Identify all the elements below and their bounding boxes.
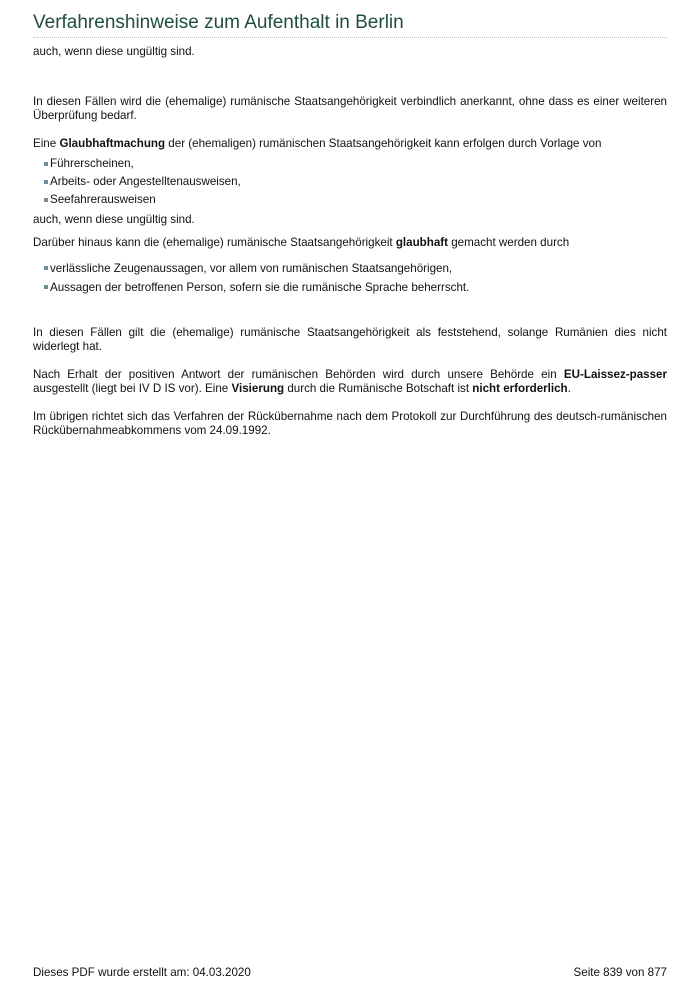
paragraph-7-bold-1: EU-Laissez-passer: [563, 368, 667, 381]
list-item-text: Führerscheinen,: [50, 157, 134, 170]
document-page: [33, 0, 667, 990]
square-bullet-icon: [44, 162, 48, 166]
document-list-1: [33, 155, 667, 209]
paragraph-6: In diesen Fällen gilt die (ehemalige) rumänische Staatsangehörigkeit als feststehend, solange Rumänien dies nicht widerlegt hat.: [33, 326, 667, 353]
list-item: [33, 278, 667, 297]
paragraph-4: auch, wenn diese ungültig sind.: [33, 213, 195, 226]
paragraph-7-text-4: .: [567, 382, 571, 395]
paragraph-1: auch, wenn diese ungültig sind.: [33, 45, 195, 58]
paragraph-3-pre: Eine: [33, 137, 60, 150]
page-number: Seite 839 von 877: [573, 966, 667, 979]
document-list-2: [33, 259, 667, 297]
paragraph-7-bold-3: nicht erforderlich: [472, 382, 568, 395]
paragraph-5-bold: glaubhaft: [395, 236, 449, 249]
list-item-text: Seefahrerausweisen: [50, 193, 156, 206]
list-item: [33, 155, 667, 173]
creation-date: Dieses PDF wurde erstellt am: 04.03.2020: [33, 966, 251, 979]
list-item-text: Arbeits- oder Angestelltenausweisen,: [50, 175, 241, 188]
paragraph-7-text-3: durch die Rumänische Botschaft ist: [284, 382, 473, 395]
paragraph-7-bold-2: Visierung: [231, 382, 285, 395]
paragraph-7-text-1: Nach Erhalt der positiven Antwort der rumänischen Behörden wird durch unsere Behörde ein: [33, 368, 564, 381]
paragraph-5-post: gemacht werden durch: [448, 236, 570, 249]
square-bullet-icon: [44, 266, 48, 270]
list-item-text: verlässliche Zeugenaussagen, vor allem von rumänischen Staatsangehörigen,: [50, 262, 453, 275]
paragraph-5-pre: Darüber hinaus kann die (ehemalige) rumänische Staatsangehörigkeit: [33, 236, 396, 249]
paragraph-8: Im übrigen richtet sich das Verfahren der Rückübernahme nach dem Protokoll zur Durchführung des deutsch-rumänischen Rückübernahmeabkommens vom 24.09.1992.: [33, 410, 667, 437]
paragraph-7: [33, 368, 667, 396]
list-item: [33, 191, 667, 209]
paragraph-3-post: der (ehemaligen) rumänischen Staatsangehörigkeit kann erfolgen durch Vorlage von: [165, 137, 602, 150]
square-bullet-icon: [44, 285, 48, 289]
list-item: [33, 259, 667, 278]
paragraph-3: [33, 137, 667, 151]
paragraph-7-text-2: ausgestellt (liegt bei IV D IS vor). Eine: [33, 382, 232, 395]
page-title: Verfahrenshinweise zum Aufenthalt in Berlin: [33, 12, 404, 33]
paragraph-3-bold: Glaubhaftmachung: [59, 137, 166, 150]
title-divider: [33, 37, 667, 38]
document-body: [33, 45, 667, 438]
list-item-text: Aussagen der betroffenen Person, sofern sie die rumänische Sprache beherrscht.: [50, 281, 470, 294]
square-bullet-icon: [44, 180, 48, 184]
list-item: [33, 173, 667, 191]
paragraph-5: [33, 236, 667, 250]
paragraph-2: In diesen Fällen wird die (ehemalige) rumänische Staatsangehörigkeit verbindlich anerkannt, ohne dass es einer weiteren Überprüfung bedarf.: [33, 95, 667, 122]
square-bullet-icon: [44, 198, 48, 202]
